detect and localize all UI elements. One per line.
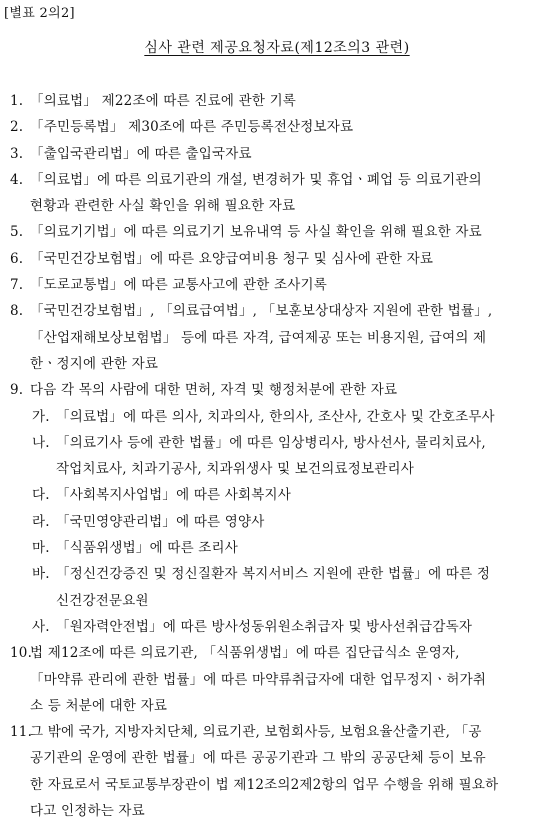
list-item-number: 8.: [10, 303, 24, 320]
list-item: [0, 141, 554, 167]
sub-list-item-text-line: 「국민영양관리법」에 따른 영양사: [56, 513, 265, 530]
sub-list-item: [0, 535, 554, 561]
list-item: [0, 167, 554, 220]
sub-list-item: [0, 482, 554, 508]
sub-list-item-number: 가.: [32, 408, 50, 425]
sub-list-item: [0, 430, 554, 483]
list-item-number: 7.: [10, 277, 24, 294]
sub-list-item-number: 다.: [32, 487, 50, 504]
sub-list-item-text-line: 「의료기사 등에 관한 법률」에 따른 임상병리사, 방사선사, 물리치료사,: [56, 434, 486, 451]
sub-list-item-text-line: 「식품위생법」에 따른 조리사: [56, 540, 239, 557]
sub-list-item: [0, 404, 554, 430]
list-item: [0, 219, 554, 245]
list-item-text-line: 「의료기기법」에 따른 의료기기 보유내역 등 사실 확인을 위해 필요한 자료: [30, 224, 482, 241]
list-item-text-line: 「마약류 관리에 관한 법률」에 따른 마약류취급자에 대한 업무정지ㆍ허가취: [30, 671, 487, 688]
sub-list-item: [0, 561, 554, 614]
list-item-text-line: 소 등 처분에 대한 자료: [30, 697, 168, 714]
sub-list-item-text-line: 작업치료사, 치과기공사, 치과위생사 및 보건의료정보관리사: [56, 461, 414, 478]
list-item-number: 3.: [10, 145, 24, 162]
list-item-text-line: 「출입국관리법」에 따른 출입국자료: [30, 145, 252, 162]
list-item-text-line: 「주민등록법」 제30조에 따른 주민등록전산정보자료: [30, 119, 354, 136]
list-item: [0, 272, 554, 298]
sub-list-item-number: 라.: [32, 513, 50, 530]
list-item-text-line: 「의료법」 제22조에 따른 진료에 관한 기록: [30, 93, 297, 109]
list-item: [0, 246, 554, 272]
list-item-number: 6.: [10, 250, 24, 267]
list-item-text-line: 그 밖에 국가, 지방자치단체, 의료기관, 보험회사등, 보험요율산출기관, 「공: [30, 724, 482, 741]
list-item-number: 10.: [10, 645, 33, 662]
list-item-text-line: 다고 인정하는 자료: [30, 803, 145, 820]
sub-list-item-number: 마.: [32, 540, 50, 557]
list-item-number: 11.: [10, 724, 33, 741]
list-item: [0, 719, 554, 824]
list-item-text-line: 한 자료로서 국토교통부장관이 법 제12조의2제2항의 업무 수행을 위해 필요하: [30, 776, 499, 793]
list-item-number: 5.: [10, 224, 24, 241]
list-item: [0, 88, 554, 114]
list-item: [0, 298, 554, 377]
list-item: [0, 377, 554, 403]
list-item-text-line: 현황과 관련한 사실 확인을 위해 필요한 자료: [30, 198, 296, 215]
provision-list: [0, 88, 554, 824]
list-item-text-line: 「국민건강보험법」, 「의료급여법」, 「보훈보상대상자 지원에 관한 법률」,: [30, 303, 493, 320]
list-item: [0, 114, 554, 140]
list-item-number: 1.: [10, 93, 24, 109]
list-item: [0, 640, 554, 719]
list-item-text-line: 「산업재해보상보험법」 등에 따른 자격, 급여제공 또는 비용지원, 급여의 제: [30, 329, 487, 346]
list-item-text-line: 「의료법」에 따른 의료기관의 개설, 변경허가 및 휴업ㆍ폐업 등 의료기관의: [30, 171, 482, 188]
sub-list-item-text-line: 「사회복지사업법」에 따른 사회복지사: [56, 487, 291, 504]
sub-list-item: [0, 614, 554, 640]
list-item-text-line: 「국민건강보험법」에 따른 요양급여비용 청구 및 심사에 관한 자료: [30, 250, 434, 267]
list-item-number: 9.: [10, 382, 24, 399]
list-item-number: 4.: [10, 171, 24, 188]
sub-list-item-number: 바.: [32, 566, 50, 583]
sub-list-item: [0, 509, 554, 535]
sub-list-item-text-line: 신건강전문요원: [56, 592, 149, 609]
list-item-text-line: 법 제12조에 따른 의료기관, 「식품위생법」에 따른 집단급식소 운영자,: [30, 645, 460, 662]
annex-tag: [별표 2의2]: [4, 6, 75, 21]
list-item-text-line: 공기관의 운영에 관한 법률」에 따른 공공기관과 그 밖의 공공단체 등이 보유: [30, 750, 486, 767]
list-item-text-line: 다음 각 목의 사람에 대한 면허, 자격 및 행정처분에 관한 자료: [30, 382, 398, 399]
sub-list-item-text-line: 「정신건강증진 및 정신질환자 복지서비스 지원에 관한 법률」에 따른 정: [56, 566, 491, 583]
sub-list-item-text-line: 「의료법」에 따른 의사, 치과의사, 한의사, 조산사, 간호사 및 간호조무사: [56, 408, 495, 425]
sub-list-item-number: 나.: [32, 434, 50, 451]
document-title: 심사 관련 제공요청자료(제12조의3 관련): [144, 40, 410, 56]
list-item-text-line: 한ㆍ정지에 관한 자료: [30, 355, 159, 372]
sub-list-item-number: 사.: [32, 618, 50, 635]
list-item-number: 2.: [10, 119, 24, 136]
sub-list-item-text-line: 「원자력안전법」에 따른 방사성동위원소취급자 및 방사선취급감독자: [56, 618, 473, 635]
list-item-text-line: 「도로교통법」에 따른 교통사고에 관한 조사기록: [30, 277, 327, 294]
